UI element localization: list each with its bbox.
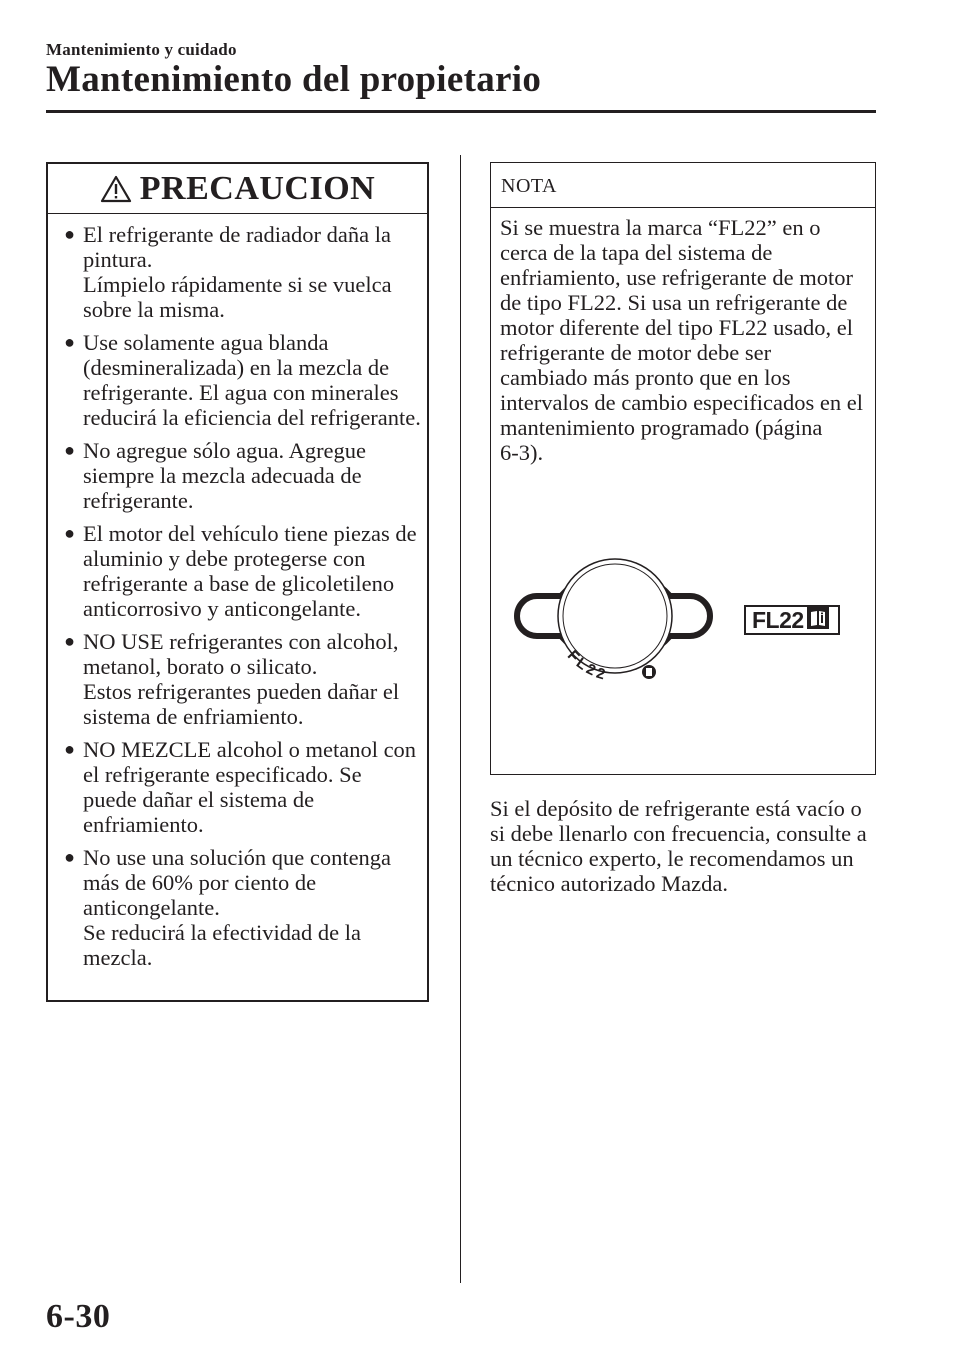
caution-item-line: enfriamiento. — [83, 812, 204, 837]
caution-item — [56, 629, 419, 729]
caution-item-line: El refrigerante de radiador daña la — [83, 222, 391, 247]
note-line: mantenimiento programado (página — [500, 415, 823, 440]
caution-item-line: puede dañar el sistema de — [83, 787, 315, 812]
caution-item-line: refrigerante. — [83, 488, 194, 513]
caution-item-line: reducirá la eficiencia del refrigerante. — [83, 405, 421, 430]
caution-item-line: mezcla. — [83, 945, 153, 970]
caution-item-line: aluminio y debe protegerse con — [83, 546, 366, 571]
after-note-line: técnico autorizado Mazda. — [490, 871, 729, 896]
caution-item-line: metanol, borato o silicato. — [83, 654, 318, 679]
fl22-label — [744, 605, 840, 635]
note-line: motor diferente del tipo FL22 usado, el — [500, 315, 854, 340]
bullet-icon: ● — [64, 224, 75, 244]
after-note-line: Si el depósito de refrigerante está vacío o — [490, 796, 862, 821]
caution-item-line: más de 60% por ciento de — [83, 870, 317, 895]
note-line: cambiado más pronto que en los — [500, 365, 791, 390]
caution-item — [56, 845, 419, 970]
column-divider — [460, 155, 461, 1283]
caution-item-line: siempre la mezcla adecuada de — [83, 463, 362, 488]
page-number: 6-30 — [46, 1298, 111, 1335]
note-line: intervalos de cambio especificados en el — [500, 390, 863, 415]
caution-box — [46, 162, 429, 1002]
bullet-icon: ● — [64, 631, 75, 651]
cap-marking-text: FL22 — [563, 647, 610, 685]
caution-list — [48, 214, 427, 970]
after-note-line: si debe llenarlo con frecuencia, consulte a — [490, 821, 867, 846]
bullet-icon: ● — [64, 440, 75, 460]
caution-header — [48, 164, 427, 214]
caution-item-line: NO USE refrigerantes con alcohol, — [83, 629, 399, 654]
caution-item — [56, 438, 419, 513]
note-title: NOTA — [491, 163, 875, 208]
fl22-label-text: FL22 — [752, 607, 804, 633]
caution-item-line: (desmineralizada) en la mezcla de — [83, 355, 390, 380]
note-line: enfriamiento, use refrigerante de motor — [500, 265, 853, 290]
radiator-cap-illustration — [505, 548, 725, 708]
note-line: cerca de la tapa del sistema de — [500, 240, 773, 265]
caution-item-line: Estos refrigerantes pueden dañar el — [83, 679, 400, 704]
note-line: Si se muestra la marca “FL22” en o — [500, 215, 821, 240]
caution-item-line: sobre la misma. — [83, 297, 225, 322]
caution-item-line: el refrigerante especificado. Se — [83, 762, 362, 787]
note-body — [491, 208, 875, 465]
page-title: Mantenimiento del propietario — [46, 59, 542, 100]
caution-item-line: anticongelante. — [83, 895, 220, 920]
caution-item-line: sistema de enfriamiento. — [83, 704, 304, 729]
bullet-icon: ● — [64, 332, 75, 352]
caution-item-line: Límpielo rápidamente si se vuelca — [83, 272, 392, 297]
caution-item-line: El motor del vehículo tiene piezas de — [83, 521, 417, 546]
after-note-line: un técnico experto, le recomendamos un — [490, 846, 854, 871]
caution-item — [56, 521, 419, 621]
note-line: de tipo FL22. Si usa un refrigerante de — [500, 290, 848, 315]
caution-item-line: No use una solución que contenga — [83, 845, 392, 870]
caution-item — [56, 737, 419, 837]
caution-item-line: anticorrosivo y anticongelante. — [83, 596, 362, 621]
caution-item-line: Se reducirá la efectividad de la — [83, 920, 361, 945]
caution-item — [56, 330, 419, 430]
manual-book-icon — [804, 607, 829, 634]
warning-triangle-icon — [100, 175, 132, 203]
title-rule — [46, 110, 876, 113]
caution-item — [56, 222, 419, 322]
note-line: refrigerante de motor debe ser — [500, 340, 772, 365]
caution-item-line: pintura. — [83, 247, 153, 272]
note-box — [490, 162, 876, 775]
caution-item-line: Use solamente agua blanda — [83, 330, 329, 355]
section-label: Mantenimiento y cuidado — [46, 40, 237, 59]
bullet-icon: ● — [64, 523, 75, 543]
caution-item-line: No agregue sólo agua. Agregue — [83, 438, 367, 463]
bullet-icon: ● — [64, 847, 75, 867]
bullet-icon: ● — [64, 739, 75, 759]
caution-item-line: refrigerante a base de glicoletileno — [83, 571, 395, 596]
note-line: 6-3). — [500, 440, 544, 465]
caution-item-line: NO MEZCLE alcohol o metanol con — [83, 737, 417, 762]
caution-item-line: refrigerante. El agua con minerales — [83, 380, 399, 405]
caution-title: PRECAUCION — [139, 169, 376, 207]
after-note-paragraph — [490, 796, 880, 896]
